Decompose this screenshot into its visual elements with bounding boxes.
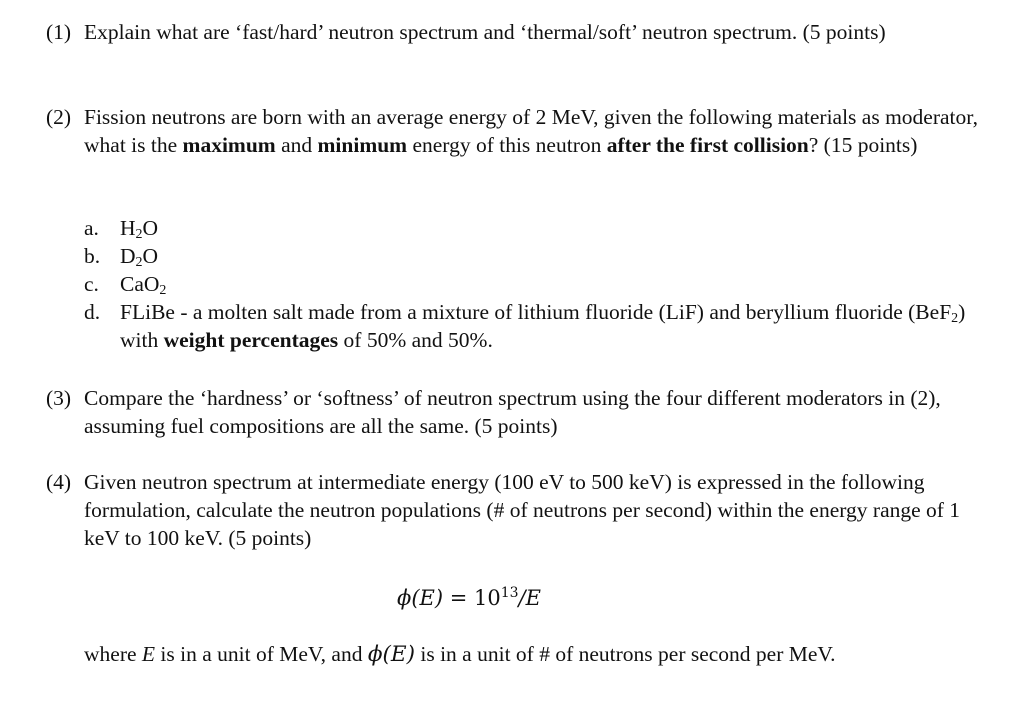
question-number: (3): [46, 386, 72, 410]
question-text: Fission neutrons are born with an average energy of 2 MeV, given the following materials as moderator, what is the maximum and minimum energy of this neutron after the first collision? (15 points): [84, 105, 978, 157]
bold-maximum: maximum: [182, 133, 276, 157]
list-item: c. CaO$_2$: [84, 272, 167, 298]
question-number: (4): [46, 470, 72, 494]
question-number: (2): [46, 105, 72, 129]
question-1: [46, 18, 996, 46]
list-item: b. $D_2O$: [84, 244, 159, 270]
question-number: (1): [46, 20, 72, 44]
bold-after-first-collision: after the first collision: [606, 133, 809, 157]
list-item: d. FLiBe - a molten salt made from a mixture of lithium fluoride (LiF) and beryllium fluoride (BeF$_2$) with weight percentages of 50% and 50%.: [84, 300, 966, 352]
question-4: [46, 468, 996, 552]
question-3: [46, 384, 996, 440]
bold-weight-percentages: weight percentages: [163, 328, 339, 352]
formula-explanation: where E is in a unit of MeV, and ϕ(E) is in a unit of # of neutrons per second per MeV.: [84, 642, 836, 667]
list-item: a. $H_2O$: [84, 216, 159, 242]
question-text: Compare the ‘hardness’ or ‘softness’ of neutron spectrum using the four different moderators in (2), assuming fuel compositions are all the same. (5 points): [84, 386, 941, 438]
question-2: [46, 103, 996, 159]
moderator-list: [84, 214, 984, 354]
spectrum-formula: $\phi(E) = 10^{13}/E$: [397, 585, 541, 610]
question-text: Given neutron spectrum at intermediate energy (100 eV to 500 keV) is expressed in the following formulation, calculate the neutron populations (# of neutrons per second) within the energy range of 1 keV to 100 keV. (5 points): [84, 470, 961, 550]
question-text: Explain what are ‘fast/hard’ neutron spectrum and ‘thermal/soft’ neutron spectrum. (5 points): [84, 20, 886, 44]
bold-minimum: minimum: [317, 133, 408, 157]
